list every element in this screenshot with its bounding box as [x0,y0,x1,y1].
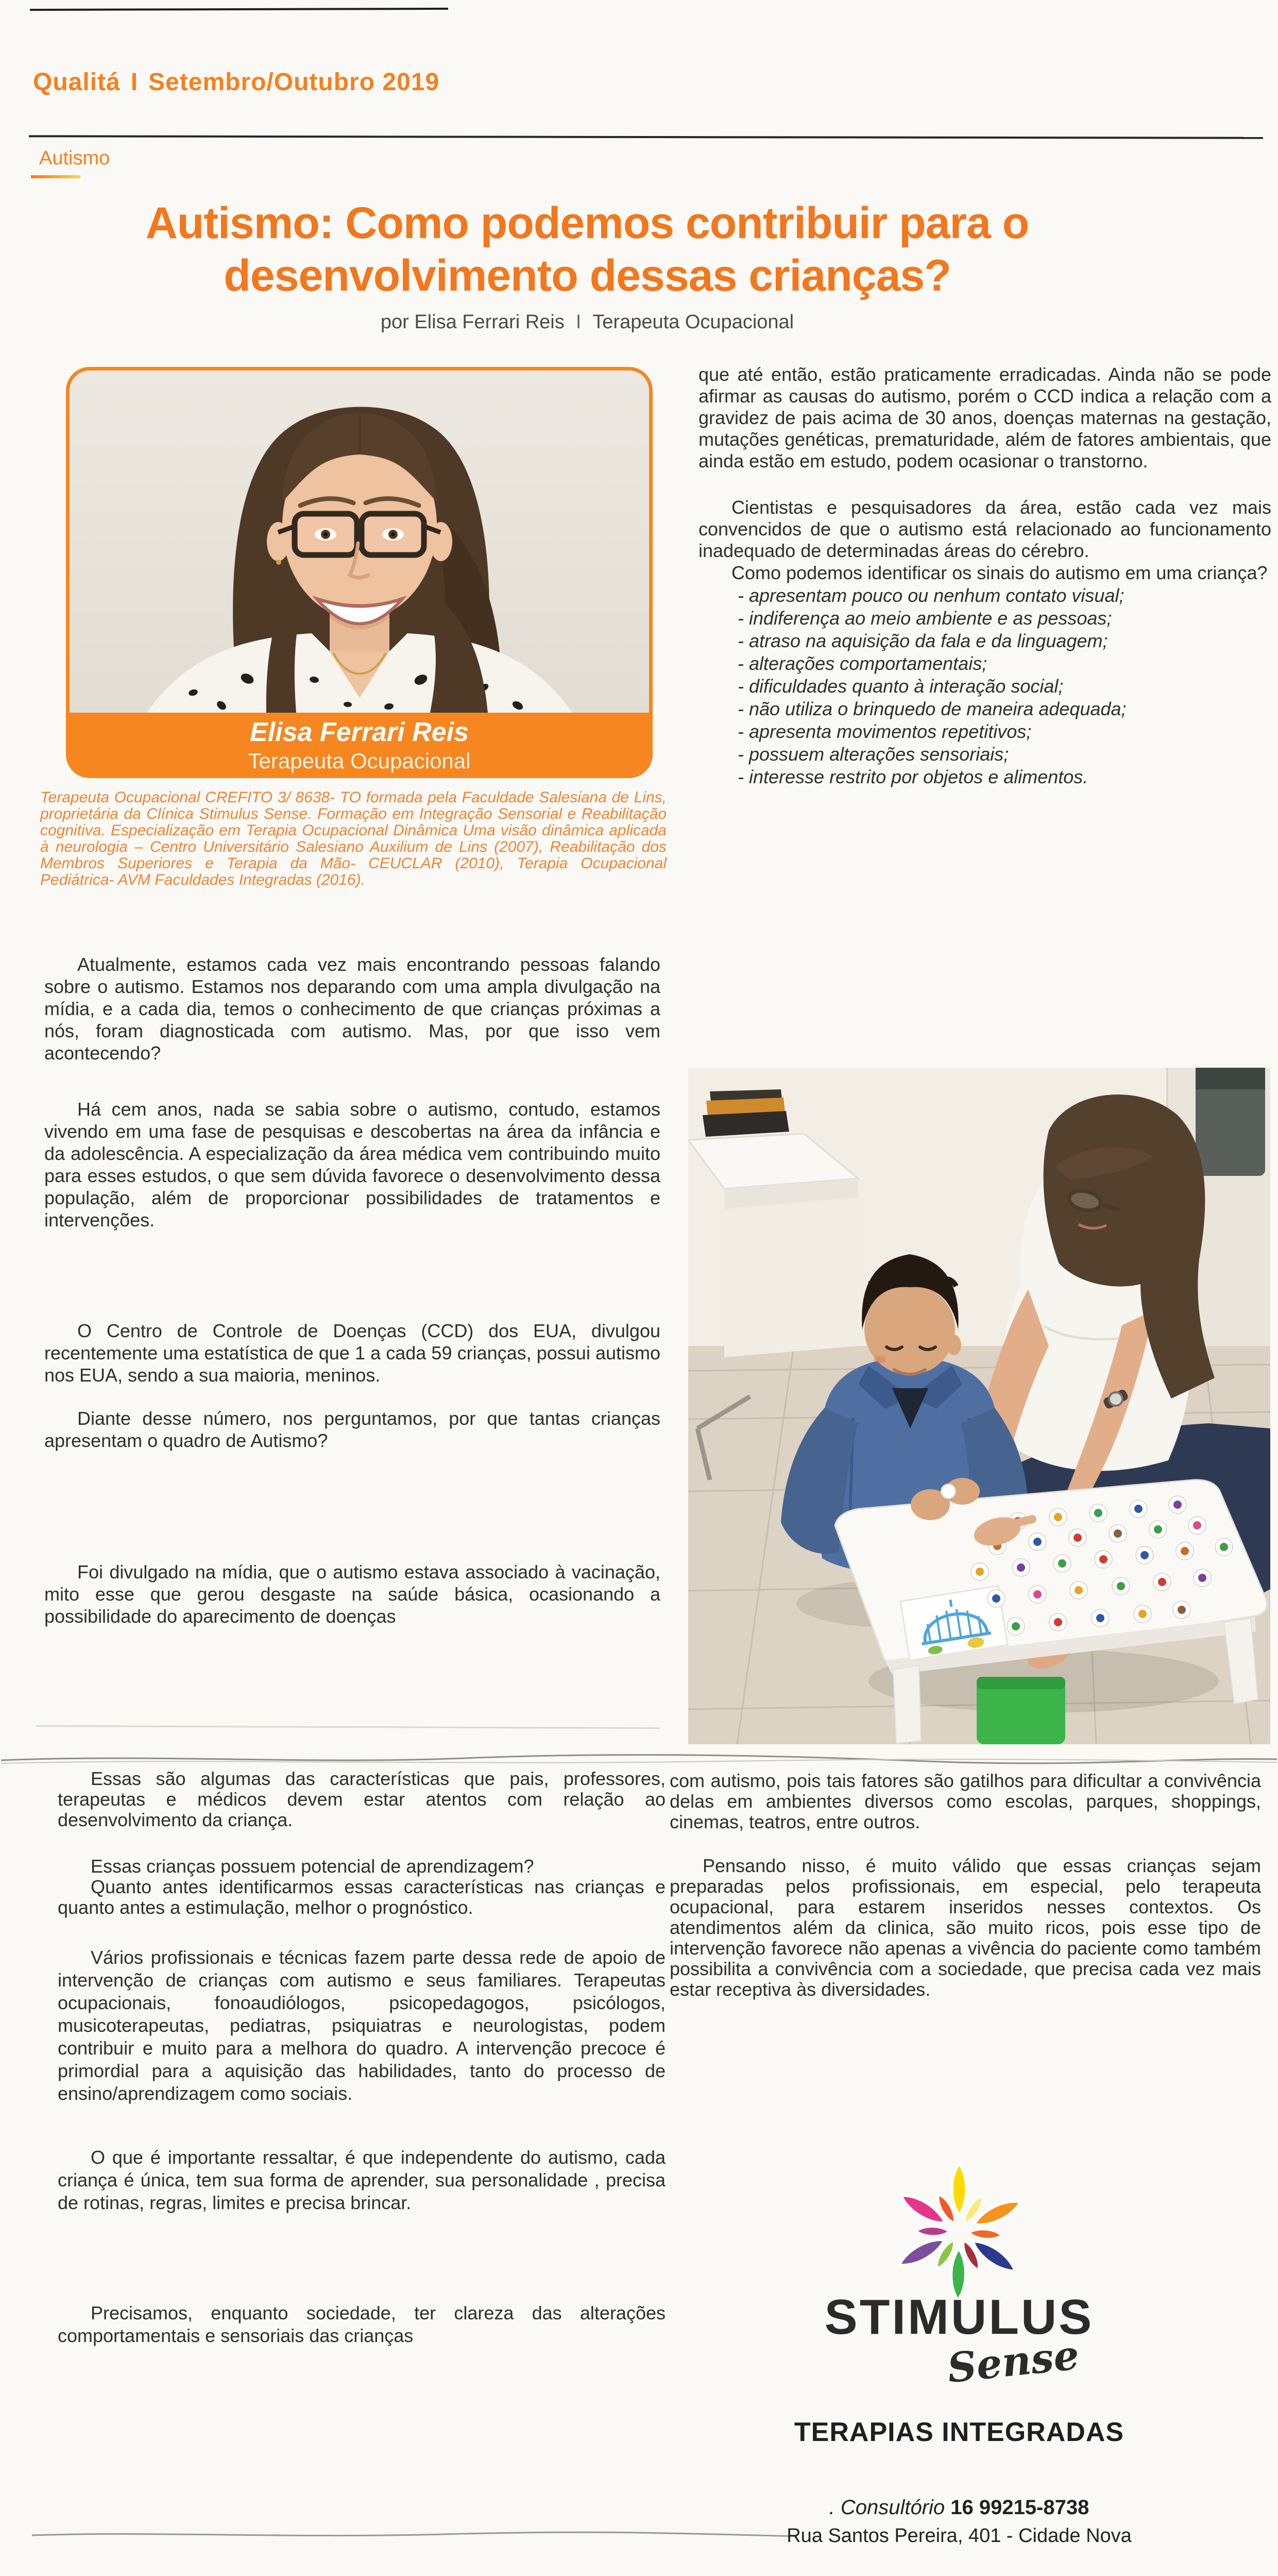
list-item: - indiferença ao meio ambiente e as pessoas; [738,608,1112,629]
stimulus-flower-icon [879,2152,1039,2312]
paragraph: Vários profissionais e técnicas fazem parte dessa rede de apoio de intervenção de crianças com autismo e seus familiares. Terapeutas ocupacionais, fonoaudiólogos, psicopedagogos, psicólogos, musicoterapeutas, pediatras, psiquiatras e neurologistas, podem contribuir e muito para a melhora do quadro. A intervenção precoce é primordial para a aquisição das habilidades, tanto do processo de ensino/aprendizagem como sociais. [58,1947,666,2104]
left-column [44,953,660,1627]
paragraph: Atualmente, estamos cada vez mais encontrando pessoas falando sobre o autismo. Estamos nos deparando com uma ampla divulgação na mídia, e a cada dia, temos o conhecimento de que crianças próximas a nós, foram diagnosticada com autismo. Mas, por que isso vem acontecendo? [44,954,660,1064]
author-photo-card [66,367,653,778]
author-bio: Terapeuta Ocupacional CREFITO 3/ 8638- TO formada pela Faculdade Salesiana de Lins, proprietária da Clínica Stimulus Sense. Formação em Integração Sensorial e Reabilitação cognitiva. Especialização em Terapia Ocupacional Dinâmica Uma visão dinâmica aplicada à neurologia – Centro Universitário Salesiano Auxilium de Lins (2007), Reabilitação dos Membros Superiores e Terapia da Mão- CEUCLAR (2010), Terapia Ocupacional Pediátrica- AVM Faculdades Integradas (2016). [40,789,667,888]
paragraph: Foi divulgado na mídia, que o autismo estava associado à vacinação, mito esse que gerou desgaste na saúde básica, ocasionando a possibilidade do aparecimento de doenças [44,1561,660,1627]
page-tear-divider [0,1750,1278,1771]
paragraph: Quanto antes identificarmos essas características nas crianças e quanto antes a estimulação, melhor o prognóstico. [58,1876,666,1918]
masthead-separator: I [130,69,139,96]
header-rule [29,135,1263,139]
clinic-brand-script: Sense [945,2331,1082,2393]
list-item: - interesse restrito por objetos e alimentos. [738,766,1088,787]
list-item: - possuem alterações sensoriais; [738,744,1009,765]
author-name: Elisa Ferrari Reis [250,717,469,747]
office-label: . Consultório [829,2496,951,2519]
autism-signs-list [698,584,1271,788]
paragraph: Essas crianças possuem potencial de aprendizagem? [91,1856,534,1877]
list-item: - dificuldades quanto à interação social; [738,676,1064,697]
section-label: Autismo [39,147,110,170]
title-line1: Autismo: Como podemos contribuir para o [145,198,1029,248]
clinic-tagline: TERAPIAS INTEGRADAS [794,2417,1124,2447]
clinic-logo-block [671,2149,1248,2561]
paragraph: O Centro de Controle de Doenças (CCD) dos EUA, divulgou recentemente uma estatística de que 1 a cada 59 crianças, possui autismo nos EUA, sendo a sua maioria, meninos. [44,1320,660,1386]
title-line2: desenvolvimento dessas crianças? [224,251,951,300]
right-column [698,364,1271,788]
paragraph: O que é importante ressaltar, é que independente do autismo, cada criança é única, tem sua forma de aprender, sua personalidade , precisa de rotinas, regras, limites e precisa brincar. [58,2147,666,2213]
clinic-address: Rua Santos Pereira, 401 - Cidade Nova [787,2525,1132,2547]
list-item: - apresenta movimentos repetitivos; [738,721,1032,742]
paragraph: Pensando nisso, é muito válido que essas crianças sejam preparadas pelos profissionais, em especial, pelo terapeuta ocupacional, para estarem inseridos nesses contextos. Os atendimentos além da clinica, são muito ricos, pois esse tipo de intervenção favorece não apenas a vivência do paciente como também possibilita a convivência com a sociedade, que precisa cada vez mais estar receptiva às diversidades. [670,1855,1261,2000]
top-rule [30,8,448,11]
list-item: - não utiliza o brinquedo de maneira adequada; [738,698,1127,719]
paragraph: Essas são algumas das características que pais, professores, terapeutas e médicos devem estar atentos com relação ao desenvolvimento da criança. [58,1768,666,1830]
issue-date: Setembro/Outubro 2019 [148,69,440,96]
paragraph: Precisamos, enquanto sociedade, ter clareza das alterações comportamentais e sensoriais das crianças [58,2302,666,2346]
masthead [33,68,439,96]
bottom-left-column [58,1769,666,2347]
bottom-right-column [670,1771,1261,2000]
list-item: - alterações comportamentais; [738,653,987,674]
author-portrait-illustration [70,371,649,713]
author-caption-band [70,713,649,775]
clinic-brand-name: STIMULUS [824,2289,1094,2345]
fold-line [36,1725,659,1729]
therapy-session-photo [688,1068,1270,1744]
paragraph: que até então, estão praticamente erradicadas. Ainda não se pode afirmar as causas do autismo, porém o CCD indica a relação com a gravidez de pais acima de 30 anos, doenças maternas na gestação, mutações genéticas, prematuridade, além de fatores ambientais, que ainda estão em estudo, podem ocasionar o transtorno. [698,364,1271,472]
phone-number: 16 99215-8738 [950,2496,1089,2519]
paragraph: Há cem anos, nada se sabia sobre o autismo, contudo, estamos vivendo em uma fase de pesquisas e descobertas na área da infância e da adolescência. A especialização da área médica vem contribuindo muito para esses estudos, o que sem dúvida favorece o desenvolvimento dessa população, além de proporcionar possibilidades de tratamentos e intervenções. [44,1099,660,1231]
list-item: - atraso na aquisição da fala e da linguagem; [738,630,1108,651]
byline: por Elisa Ferrari Reis I Terapeuta Ocupacional [380,311,794,333]
paragraph: Cientistas e pesquisadores da área, estão cada vez mais convencidos de que o autismo está relacionado ao funcionamento inadequado de determinadas áreas do cérebro. [698,497,1271,561]
magazine-name: Qualitá [33,69,121,96]
author-role: Terapeuta Ocupacional [248,749,471,773]
list-item: - apresentam pouco ou nenhum contato visual; [738,585,1124,606]
paragraph: Diante desse número, nos perguntamos, por que tantas crianças apresentam o quadro de Autismo? [44,1408,660,1451]
section-underline [31,175,80,178]
article-title [0,197,1174,302]
question-paragraph: Como podemos identificar os sinais do autismo em uma criança? [731,562,1268,583]
therapy-illustration [688,1068,1270,1744]
paragraph: com autismo, pois tais fatores são gatilhos para dificultar a convivência delas em ambientes diversos como escolas, parques, shoppings, cinemas, teatros, entre outros. [670,1770,1261,1832]
clinic-contact [671,2496,1248,2519]
